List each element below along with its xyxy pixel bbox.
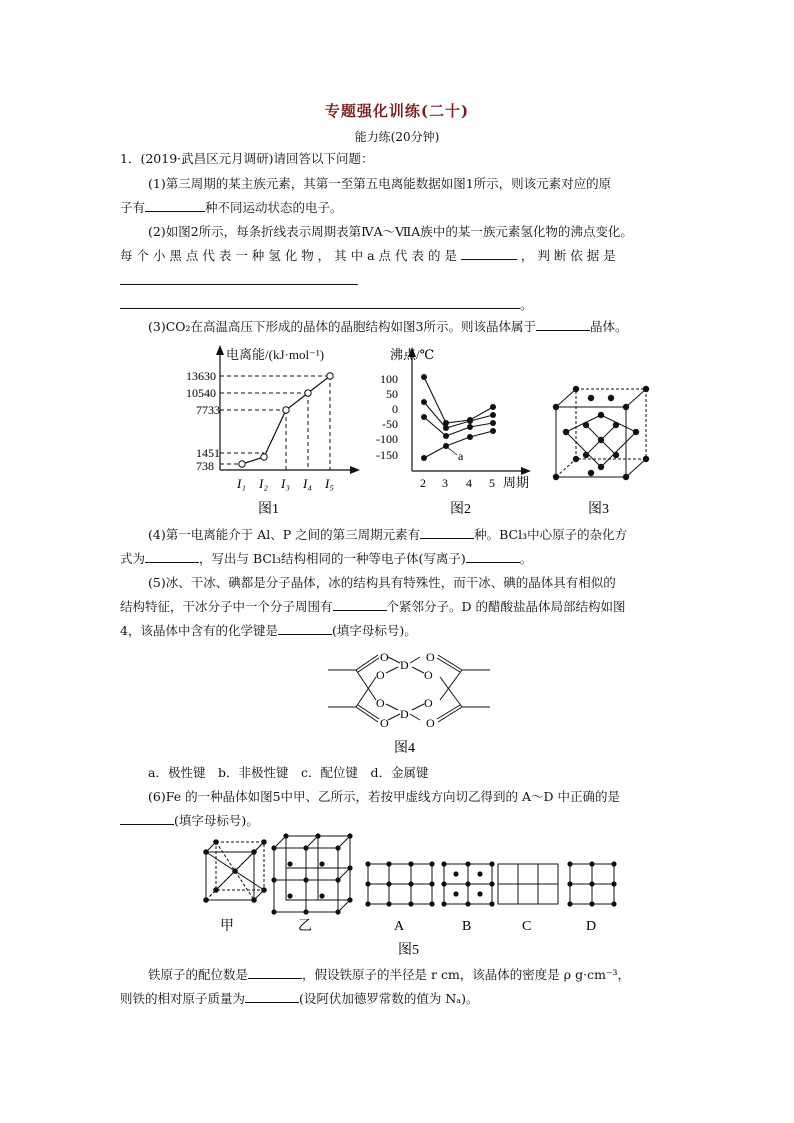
q1-p2c [120, 272, 676, 290]
answer-blank-13[interactable] [245, 990, 299, 1003]
fig5-label-jia: 甲 [220, 919, 234, 934]
figure-1 [186, 345, 360, 520]
page-subtitle: 能力练(20分钟) [354, 130, 440, 144]
fig4-o5: O [376, 696, 385, 710]
q1-p2d-post: 。 [520, 297, 533, 312]
q1-p7b [120, 990, 676, 1008]
fig1-xtick-i4: I₄ [303, 476, 312, 491]
q1-p2a: (2)如图2所示，每条折线表示周期表第ⅣA～ⅦA族中的某一族元素氢化物的沸点变化。 [148, 224, 633, 239]
fig2-point-a: a [458, 449, 464, 463]
answer-blank-2[interactable] [461, 247, 517, 260]
fig1-point-i2 [261, 454, 267, 460]
fig1-point-i1 [239, 461, 245, 467]
q1-p4b-pre: 式为 [120, 551, 146, 566]
answer-blank-1[interactable] [145, 199, 205, 212]
fig2-caption: 图2 [450, 502, 471, 517]
q1-p7a-pre: 铁原子的配位数是 [148, 967, 249, 982]
answer-blank-6[interactable] [420, 526, 474, 539]
q1-options: a．极性键 b．非极性键 c．配位键 d．金属键 [148, 765, 429, 780]
fig5-label-yi: 乙 [298, 919, 312, 934]
q1-p4a-post: 种。BCl₃中心原子的杂化方 [474, 527, 628, 542]
q1-p2d [120, 296, 676, 314]
fig1-tick-1451: 1451 [196, 446, 220, 460]
fig4-d2: D [400, 707, 409, 721]
q1-p5c-post: (填字母标号)。 [331, 623, 417, 638]
q1-p4b-mid: ，写出与 BCl₃结构相同的一种等电子体(写离子) [199, 551, 466, 566]
page-title: 专题强化训练(二十) [324, 102, 470, 120]
q1-p7b-post: (设阿伏加德罗常数的值为 Nₐ)。 [299, 991, 479, 1006]
fig1-xtick-i5: I₅ [325, 476, 334, 491]
q1-p1b-pre: 子有 [120, 200, 146, 215]
fig5-label-b: B [462, 919, 472, 934]
fig4-o8: O [426, 716, 435, 730]
fig2-xtick-5: 5 [489, 476, 495, 490]
q1-p5b-post: 个紧邻分子。D 的醋酸盐晶体局部结构如图 [386, 599, 626, 614]
fig2-ylabel: 沸点/℃ [390, 347, 435, 362]
fig1-point-i5 [327, 373, 333, 379]
fig2-tick-100: 100 [380, 372, 398, 386]
fig5-label-c: C [522, 919, 532, 934]
figure-5 [198, 830, 618, 960]
answer-blank-4[interactable] [120, 296, 520, 309]
fig1-caption: 图1 [258, 502, 279, 517]
fig1-tick-10540: 10540 [186, 386, 216, 400]
answer-blank-11[interactable] [120, 812, 174, 825]
q1-p1b-post: 种不同运动状态的电子。 [205, 200, 343, 215]
figure-3 [548, 385, 658, 520]
fig5-caption: 图5 [398, 943, 419, 958]
fig2-xtick-4: 4 [466, 476, 472, 490]
answer-blank-3[interactable] [120, 272, 358, 285]
q1-p5a: (5)冰、干冰、碘都是分子晶体，冰的结构具有特殊性，而干冰、碘的晶体具有相似的 [148, 575, 616, 590]
q1-p5b-pre: 结构特征，干冰分子中一个分子周围有 [120, 599, 333, 614]
fig2-xtick-3: 3 [442, 476, 448, 490]
q1-p6b [120, 812, 676, 830]
q1-p2b-post: ， 判 断 依 据 是 [520, 248, 616, 263]
q1-p3-pre: (3)CO₂在高温高压下形成的晶体的晶胞结构如图3所示。则该晶体属于 [148, 319, 536, 334]
q1-p1b [120, 199, 676, 217]
fig2-tick-minus50: -50 [382, 417, 398, 431]
q1-p2b [120, 247, 676, 265]
q1-p1a: (1)第三周期的某主族元素，其第一至第五电离能数据如图1所示，则该元素对应的原 [148, 176, 612, 191]
fig1-tick-13630: 13630 [186, 369, 216, 383]
fig3-caption: 图3 [588, 502, 609, 517]
q1-p7a [148, 966, 676, 984]
q1-p4b [120, 550, 676, 568]
q1-p5c-pre: 4，该晶体中含有的化学键是 [120, 623, 278, 638]
fig1-xtick-i3: I₃ [281, 476, 290, 491]
fig4-o7: O [380, 716, 389, 730]
q1-p3-post: 晶体。 [589, 319, 628, 334]
fig4-caption: 图4 [394, 741, 415, 756]
answer-blank-10[interactable] [278, 622, 332, 635]
q1-p4a [148, 526, 676, 544]
q1-p4a-pre: (4)第一电离能介于 Al、P 之间的第三周期元素有 [148, 527, 421, 542]
fig2-xlabel: 周期 [503, 475, 530, 490]
q1-p6b-post: (填字母标号)。 [174, 813, 259, 828]
q1-p7b-pre: 则铁的相对原子质量为 [120, 991, 246, 1006]
q1-p2b-pre: 每 个 小 黑 点 代 表 一 种 氢 化 物 ， 其 中 a 点 代 表 的 是 [120, 248, 457, 263]
answer-blank-5[interactable] [536, 318, 590, 331]
fig5-label-a: A [394, 919, 405, 934]
q1-intro: 1．(2019·武昌区元月调研)请回答以下问题： [120, 151, 374, 166]
fig1-tick-7733: 7733 [196, 403, 220, 417]
fig1-point-i3 [283, 407, 289, 413]
fig5-label-d: D [586, 919, 597, 934]
q1-p5b [120, 598, 676, 616]
fig4-d1: D [400, 658, 409, 672]
fig2-xtick-2: 2 [420, 476, 426, 490]
fig1-ylabel-text: 电离能/(kJ·mol⁻¹) [226, 347, 325, 362]
fig4-o3: O [376, 668, 385, 682]
fig2-tick-minus100: -100 [376, 432, 398, 446]
fig1-xtick-i2: I₂ [259, 476, 268, 491]
fig4-o1: O [380, 650, 389, 664]
fig4-o6: O [424, 696, 433, 710]
fig1-point-i4 [305, 390, 311, 396]
fig2-tick-50: 50 [386, 387, 398, 401]
answer-blank-8[interactable] [466, 550, 520, 563]
answer-blank-7[interactable] [145, 550, 199, 563]
q1-p5c [120, 622, 676, 640]
fig2-tick-minus150: -150 [376, 448, 398, 462]
figure-4 [320, 645, 495, 757]
fig4-o2: O [426, 650, 435, 664]
answer-blank-12[interactable] [248, 966, 302, 979]
q1-p3 [148, 318, 676, 336]
figure-2 [378, 345, 543, 520]
fig1-xtick-i1: I₁ [237, 476, 246, 491]
q1-p4b-post: 。 [519, 551, 533, 566]
fig4-o4: O [424, 668, 433, 682]
q1-p6a: (6)Fe 的一种晶体如图5中甲、乙所示，若按甲虚线方向切乙得到的 A～D 中正确的是 [148, 789, 621, 804]
answer-blank-9[interactable] [333, 598, 387, 611]
fig2-tick-0: 0 [392, 402, 398, 416]
q1-p7a-mid: ，假设铁原子的半径是 r cm，该晶体的密度是 ρ g·cm⁻³， [302, 967, 631, 982]
fig1-tick-738: 738 [196, 459, 214, 473]
